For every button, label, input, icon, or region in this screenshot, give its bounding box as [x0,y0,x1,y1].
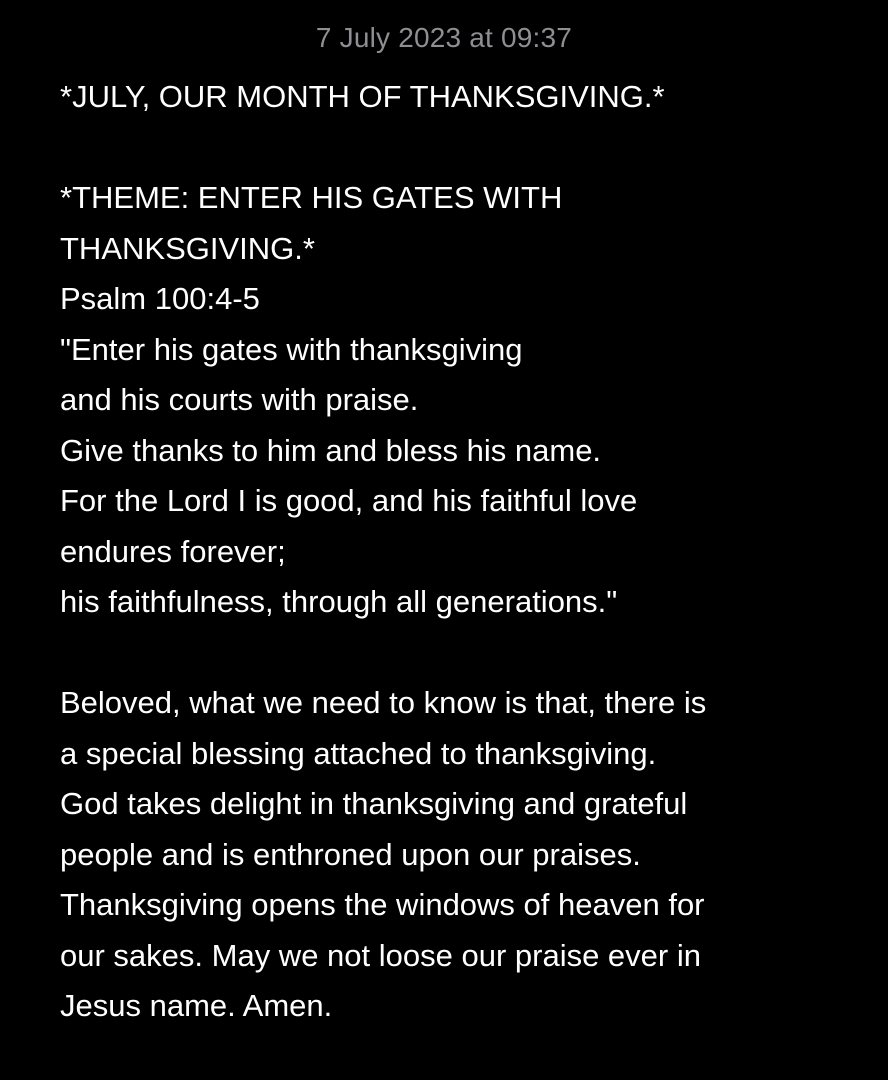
note-blank-line [60,628,850,679]
note-scripture-line: endures forever; [60,533,286,569]
note-scripture-line: Give thanks to him and bless his name. [60,432,602,468]
note-title-line: *JULY, OUR MONTH OF THANKSGIVING.* [60,79,665,114]
note-paragraph-line: a special blessing attached to thanksgiving. [60,735,657,771]
note-blank-line [60,123,850,174]
note-paragraph-line: God takes delight in thanksgiving and grateful [60,786,688,821]
note-paragraph-line: Beloved, what we need to know is that, there is [60,685,707,720]
note-scripture-reference: Psalm 100:4-5 [60,281,260,316]
note-timestamp: 7 July 2023 at 09:37 [315,22,573,53]
note-theme-line: *THEME: ENTER HIS GATES WITH [60,180,563,215]
note-scripture-line: his faithfulness, through all generations." [60,584,618,619]
note-paragraph-line: Thanksgiving opens the windows of heaven for [60,887,705,922]
note-paragraph-line: our sakes. May we not loose our praise ever in [60,937,701,973]
note-theme-line: THANKSGIVING.* [60,230,315,266]
note-body[interactable] [60,72,850,1032]
note-scripture-line: and his courts with praise. [60,382,419,417]
note-paragraph-line: Jesus name. Amen. [60,988,333,1023]
note-paragraph-line: people and is enthroned upon our praises. [60,836,641,872]
note-scripture-line: For the Lord I is good, and his faithful love [60,483,638,518]
note-scripture-line: "Enter his gates with thanksgiving [60,331,523,367]
